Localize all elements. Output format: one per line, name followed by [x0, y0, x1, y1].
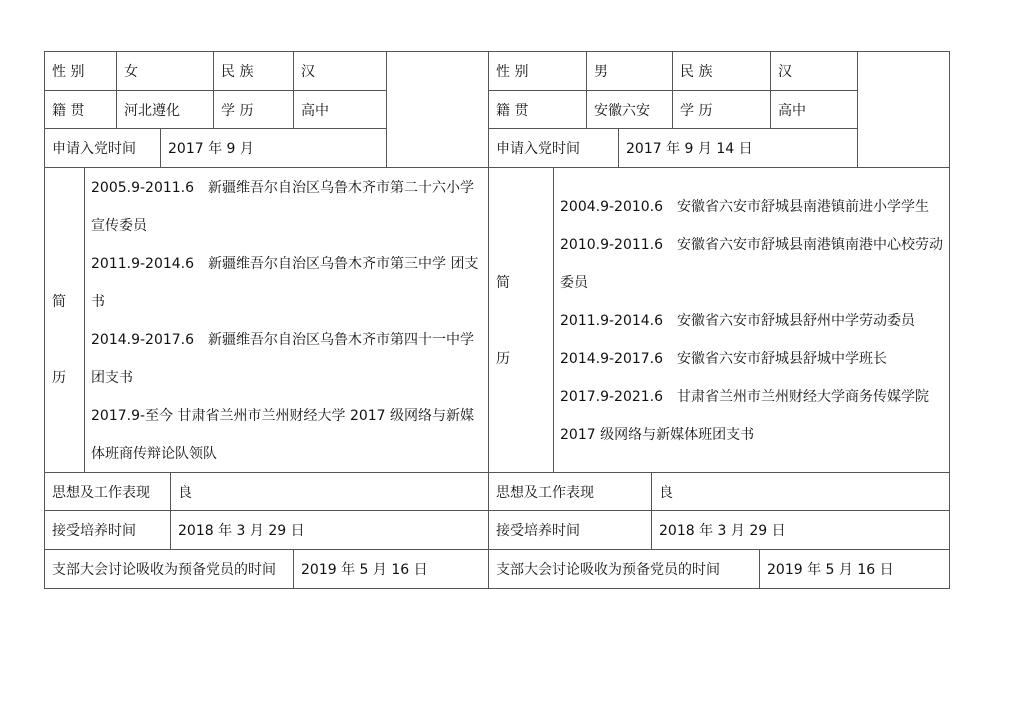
education-value: 高中	[771, 91, 858, 129]
ethnicity-label: 民 族	[673, 52, 771, 91]
performance-value: 良	[652, 473, 950, 511]
left-member-panel	[45, 52, 488, 588]
training-label: 接受培养时间	[489, 511, 652, 550]
ethnicity-value: 汉	[771, 52, 858, 91]
apply-value: 2017 年 9 月 14 日	[619, 129, 858, 168]
resume-label-bottom: 历	[52, 370, 66, 386]
resume-label-top: 简	[52, 294, 66, 310]
branch-label: 支部大会讨论吸收为预备党员的时间	[489, 550, 760, 588]
resume-entry: 2014.9-2017.6 新疆维吾尔自治区乌鲁木齐市第四十一中学 团支书	[91, 332, 475, 386]
performance-value: 良	[171, 473, 488, 511]
resume-label-top: 简	[496, 275, 510, 291]
education-value: 高中	[294, 91, 387, 129]
gender-value: 男	[587, 52, 673, 91]
resume-label-bottom: 历	[496, 351, 510, 367]
resume-entry: 2004.9-2010.6 安徽省六安市舒城县南港镇前进小学学生	[560, 199, 930, 215]
member-info-table	[44, 51, 950, 589]
native-value: 河北遵化	[117, 91, 214, 129]
education-label: 学 历	[673, 91, 771, 129]
right-member-panel	[488, 52, 949, 588]
apply-value: 2017 年 9 月	[161, 129, 387, 168]
branch-label: 支部大会讨论吸收为预备党员的时间	[45, 550, 294, 588]
resume-entry: 2011.9-2014.6 新疆维吾尔自治区乌鲁木齐市第三中学 团支书	[91, 256, 479, 310]
resume-entry: 2017.9-2021.6 甘肃省兰州市兰州财经大学商务传媒学院 2017 级网络与新媒体班团支书	[560, 389, 930, 443]
resume-content	[554, 168, 950, 473]
ethnicity-label: 民 族	[214, 52, 294, 91]
gender-label: 性 别	[489, 52, 587, 91]
photo-box	[387, 52, 488, 168]
training-value: 2018 年 3 月 29 日	[171, 511, 488, 550]
resume-entry: 2010.9-2011.6 安徽省六安市舒城县南港镇南港中心校劳动委员	[560, 237, 944, 291]
native-label: 籍 贯	[489, 91, 587, 129]
performance-label: 思想及工作表现	[489, 473, 652, 511]
gender-label: 性 别	[45, 52, 117, 91]
gender-value: 女	[117, 52, 214, 91]
resume-entry: 2011.9-2014.6 安徽省六安市舒城县舒州中学劳动委员	[560, 313, 916, 329]
education-label: 学 历	[214, 91, 294, 129]
resume-entry: 2017.9-至今 甘肃省兰州市兰州财经大学 2017 级网络与新媒体班商传辩论队领队	[91, 408, 475, 462]
branch-value: 2019 年 5 月 16 日	[767, 562, 894, 578]
resume-label	[45, 168, 85, 473]
training-label: 接受培养时间	[45, 511, 171, 550]
apply-label: 申请入党时间	[489, 129, 619, 168]
ethnicity-value: 汉	[294, 52, 387, 91]
native-value: 安徽六安	[587, 91, 673, 129]
resume-entry: 2005.9-2011.6 新疆维吾尔自治区乌鲁木齐市第二十六小学 宣传委员	[91, 180, 475, 234]
performance-label: 思想及工作表现	[45, 473, 171, 511]
branch-value: 2019 年 5 月 16 日	[301, 562, 428, 578]
photo-box	[858, 52, 950, 168]
native-label: 籍 贯	[45, 91, 117, 129]
resume-content	[85, 168, 488, 473]
apply-label: 申请入党时间	[45, 129, 161, 168]
resume-label	[489, 168, 554, 473]
training-value: 2018 年 3 月 29 日	[652, 511, 950, 550]
resume-entry: 2014.9-2017.6 安徽省六安市舒城县舒城中学班长	[560, 351, 888, 367]
